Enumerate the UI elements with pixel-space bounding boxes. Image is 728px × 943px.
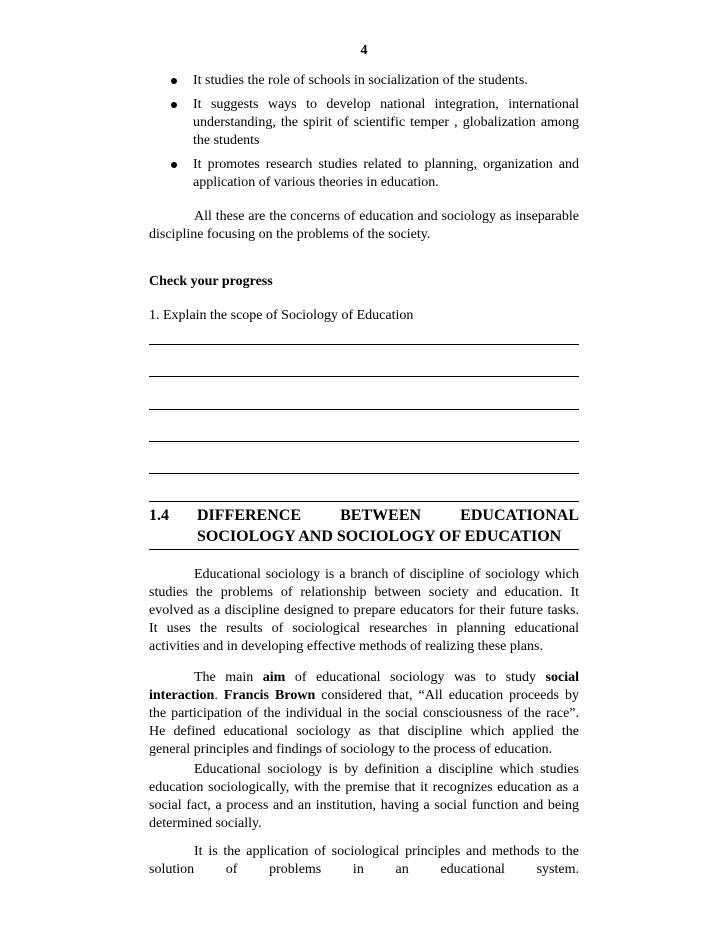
section-title-word: EDUCATIONAL — [460, 507, 579, 524]
text-run: considered that, “All education proceeds by the participation of the individual in the social consciousness of the race”. He defined educational sociology as that discipline which applied the general principles and findings of sociology to the process of education. — [149, 688, 579, 757]
answer-line[interactable] — [149, 376, 579, 377]
section-title-word: BETWEEN — [340, 507, 422, 524]
section-title-line2: SOCIOLOGY AND SOCIOLOGY OF EDUCATION — [197, 528, 562, 545]
section-number: 1.4 — [149, 507, 169, 524]
check-progress-title: Check your progress — [149, 274, 273, 289]
section-title-word: DIFFERENCE — [197, 507, 302, 524]
bold-term: aim — [262, 670, 286, 685]
body-paragraph — [149, 669, 579, 759]
answer-line[interactable] — [149, 344, 579, 345]
section-title-line1 — [197, 505, 579, 526]
bullet-text: It studies the role of schools in socialization of the students. — [193, 73, 528, 88]
text-run: The main — [194, 670, 263, 685]
answer-line[interactable] — [149, 441, 579, 442]
body-paragraph: Educational sociology is a branch of discipline of sociology which studies the problems of relationship between society and education. It evolved as a discipline designed to prepare educators for their future tasks. It uses the results of sociological researches in planning educational activities and in developing effective methods of realizing these plans. — [149, 567, 579, 654]
bullet-text: It promotes research studies related to planning, organization and application of various theories in education. — [193, 157, 579, 190]
section-divider — [149, 549, 579, 550]
text-run: of educational sociology was to study — [285, 670, 546, 685]
bullet-text: It suggests ways to develop national integration, international understanding, the spirit of scientific temper , globalization among the students — [193, 97, 579, 148]
bold-term: social interaction — [149, 670, 579, 703]
bullet-dot-icon — [171, 78, 177, 84]
bullet-item — [149, 156, 579, 192]
answer-line[interactable] — [149, 473, 579, 474]
scope-bullet-list — [149, 72, 579, 198]
body-paragraph: Educational sociology is by definition a discipline which studies education sociologically, with the premise that it recognizes education as a social fact, a process and an institution, having a social function and being determined socially. — [149, 762, 579, 831]
answer-line[interactable] — [149, 409, 579, 410]
body-paragraph: It is the application of sociological principles and methods to the solution of problems in an educational system. — [149, 844, 579, 877]
text-run: . — [214, 688, 224, 703]
bullet-item — [149, 96, 579, 150]
bold-term: Francis Brown — [223, 688, 316, 703]
section-divider — [149, 501, 579, 502]
progress-question: 1. Explain the scope of Sociology of Education — [149, 308, 414, 323]
concerns-paragraph: All these are the concerns of education and sociology as inseparable discipline focusing on the problems of the society. — [149, 209, 579, 242]
page-number: 4 — [360, 43, 368, 58]
bullet-dot-icon — [171, 162, 177, 168]
bullet-dot-icon — [171, 102, 177, 108]
bullet-item — [149, 72, 579, 90]
